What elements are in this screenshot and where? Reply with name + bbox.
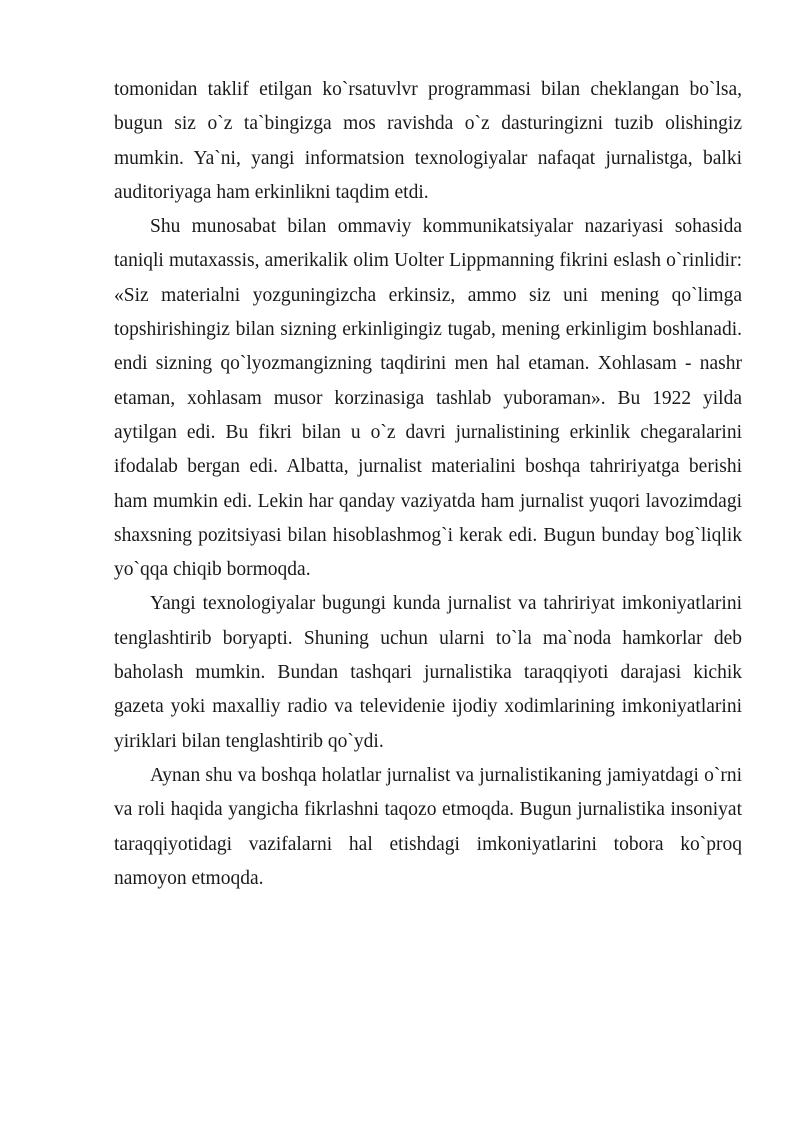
paragraph-1: tomonidan taklif etilgan ko`rsatuvlvr programmasi bilan cheklangan bo`lsa, bugun siz o`z ta`bingizga mos ravishda o`z dasturingizni tuzib olishingiz mumkin. Ya`ni, yangi informatsion texnologiyalar nafaqat jurnalistga, balki auditoriyaga ham erkinlikni taqdim etdi. [114,79,742,203]
document-page [114,73,742,896]
paragraph-2: Shu munosabat bilan ommaviy kommunikatsiyalar nazariyasi sohasida taniqli mutaxassis, amerikalik olim Uolter Lippmanning fikrini eslash o`rinlidir: «Siz materialni yozguningizcha erkinsiz, ammo siz uni mening qo`limga topshirishingiz bilan sizning erkinligingiz tugab, mening erkinligim boshlanadi. endi sizning qo`lyozmangizning taqdirini men hal etaman. Xohlasam - nashr etaman, xohlasam musor korzinasiga tashlab yuboraman». Bu 1922 yilda aytilgan edi. Bu fikri bilan u o`z davri jurnalistining erkinlik chegaralarini ifodalab bergan edi. Albatta, jurnalist materialini boshqa tahririyatga berishi ham mumkin edi. Lekin har qanday vaziyatda ham jurnalist yuqori lavozimdagi shaxsning pozitsiyasi bilan hisoblashmog`i kerak edi. Bugun bunday bog`liqlik yo`qqa chiqib bormoqda. [114,216,742,581]
paragraph-3: Yangi texnologiyalar bugungi kunda jurnalist va tahririyat imkoniyatlarini tenglashtirib boryapti. Shuning uchun ularni to`la ma`noda hamkorlar deb baholash mumkin. Bundan tashqari jurnalistika taraqqiyoti darajasi kichik gazeta yoki maxalliy radio va televidenie ijodiy xodimlarining imkoniyatlarini yiriklari bilan tenglashtirib qo`ydi. [114,593,742,752]
paragraph-4: Aynan shu va boshqa holatlar jurnalist va jurnalistikaning jamiyatdagi o`rni va roli haqida yangicha fikrlashni taqozo etmoqda. Bugun jurnalistika insoniyat taraqqiyotidagi vazifalarni hal etishdagi imkoniyatlarini tobora ko`proq namoyon etmoqda. [114,764,742,889]
